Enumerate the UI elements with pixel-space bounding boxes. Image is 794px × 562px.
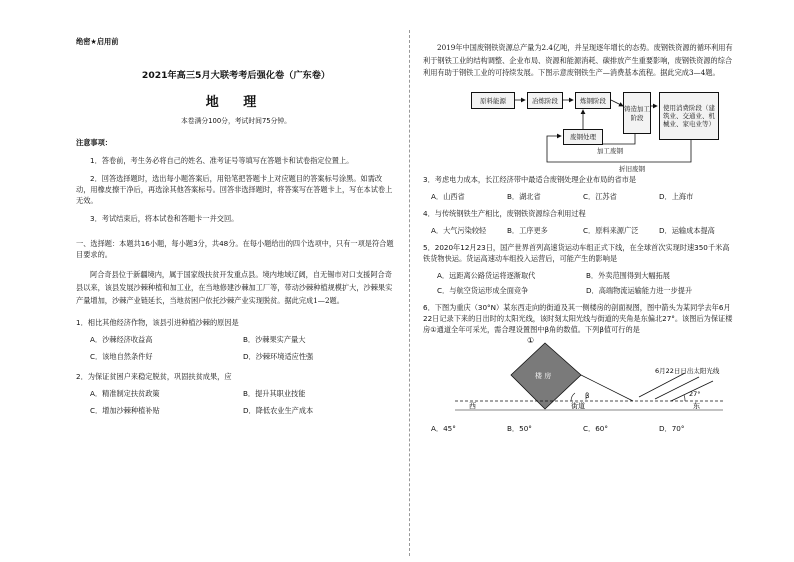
option-b[interactable]: B．50° bbox=[507, 423, 532, 433]
option-b[interactable]: B．工序更多 bbox=[507, 225, 548, 235]
option-d[interactable]: D．沙棘环境适应性强 bbox=[243, 352, 314, 361]
option-b[interactable]: B．外卖范围得到大幅拓展 bbox=[586, 270, 670, 280]
question-1 bbox=[76, 317, 396, 362]
section-one bbox=[76, 238, 396, 416]
column-divider bbox=[409, 30, 410, 556]
option-d[interactable]: D．70° bbox=[659, 423, 685, 433]
option-a[interactable]: A．远距离公路货运将逐渐取代 bbox=[437, 270, 536, 280]
question-2 bbox=[76, 371, 396, 416]
angle-label: 27° bbox=[689, 389, 701, 398]
steel-flow-diagram bbox=[423, 84, 735, 172]
flow-box-smelt: 冶炼阶段 bbox=[527, 92, 563, 109]
question-stem: 6．下图为重庆（30°N）某东西走向的街道及其一侧楼房的剖面视图，图中箭头为某同学去年6月22日记录下来的日出时的太阳光线，该时刻太阳光线与街道的夹角是东偏北27°。该图后为保证楼房①通道全年可采光，需合理设置图中β角的数值。下列β值可行的是 bbox=[423, 302, 733, 334]
question-6-options bbox=[431, 423, 735, 434]
question-stem: 5．2020年12月23日，国产世界首列高速货运动车组正式下线，在全球首次实现时速350千米高铁货物快运。货运高速动车组投入运营后，可能产生的影响是 bbox=[423, 242, 730, 263]
passage-steel: 2019年中国废钢铁资源总产量为2.4亿吨，并呈现逐年增长的态势。废钢铁资源的循环利用有利于钢铁工业的结构调整、企业布局、资源和能源消耗、碳排放产生重要影响，废钢铁资源的综合利用有助于钢铁工业的可持续发展。下图示意废钢铁生产—消费基本流程。据此完成3—4题。 bbox=[423, 43, 733, 77]
question-stem: 1．相比其他经济作物，该县引进种植沙棘的原因是 bbox=[76, 318, 239, 327]
passage-text: 阿合奇县位于新疆境内，属于国家级扶贫开发重点县。境内地域辽阔，自无锡市对口支援阿合奇县以来，该县发展沙棘种植和加工业，在当地修建沙棘加工厂等，带动沙棘种植规模扩大，沙棘果实产量增加，沙棘产业链延长，当地贫困户依托沙棘产业实现脱贫。据此完成1—2题。 bbox=[76, 270, 393, 305]
notes-heading: 注意事项： bbox=[76, 138, 112, 147]
question-3 bbox=[423, 174, 735, 202]
street-label: 街道 bbox=[571, 401, 585, 410]
option-a[interactable]: A．精准制定扶贫政策 bbox=[90, 389, 160, 398]
option-c[interactable]: C．原料来源广泛 bbox=[583, 225, 639, 235]
question-5 bbox=[423, 242, 735, 296]
flow-box-casting: 铸造加工阶段 bbox=[623, 92, 651, 134]
flow-box-scrap: 废钢处理 bbox=[563, 129, 603, 145]
note-item: 2．回答选择题时，选出每小题答案后，用铅笔把答题卡上对应题目的答案标号涂黑。如需改动，用橡皮擦干净后，再选涂其他答案标号。回答非选择题时，将答案写在答题卡上，写在本试卷上无效。 bbox=[76, 174, 393, 205]
option-c[interactable]: C．该地自然条件好 bbox=[90, 352, 153, 361]
option-a[interactable]: A．沙棘经济收益高 bbox=[90, 335, 153, 344]
option-d[interactable]: D．高端物流运输能力进一步提升 bbox=[586, 285, 693, 295]
score-note: 本卷满分100分，考试时间75分钟。 bbox=[181, 117, 291, 125]
right-column bbox=[423, 36, 735, 562]
sun-label: 6月22日日出太阳光线 bbox=[655, 366, 720, 375]
note-item: 3．考试结束后，将本试卷和答题卡一并交回。 bbox=[90, 214, 239, 223]
option-d[interactable]: D．上海市 bbox=[659, 191, 694, 201]
question-6 bbox=[423, 302, 735, 335]
secret-label: 绝密★启用前 bbox=[76, 37, 119, 46]
left-column bbox=[76, 36, 396, 562]
marker-label: ① bbox=[527, 336, 535, 345]
option-c[interactable]: C．增加沙棘种植补贴 bbox=[90, 406, 160, 415]
flow-box-consumption: 使用消费阶段（建筑业、交通业、机械业、家电业等） bbox=[659, 92, 719, 140]
question-4 bbox=[423, 208, 735, 236]
note-item: 1．答卷前，考生务必将自己的姓名、准考证号等填写在答题卡和试卷指定位置上。 bbox=[90, 156, 354, 165]
label-processing-scrap: 加工废钢 bbox=[597, 146, 623, 155]
option-a[interactable]: A．45° bbox=[431, 423, 456, 433]
label-depreciation-scrap: 折旧废钢 bbox=[619, 164, 645, 173]
east-label: 东 bbox=[693, 401, 700, 410]
option-c[interactable]: C．江苏省 bbox=[583, 191, 617, 201]
option-c[interactable]: C．与航空货运形成全面竞争 bbox=[437, 285, 529, 295]
beta-label: β bbox=[585, 391, 590, 400]
option-b[interactable]: B．沙棘果实产量大 bbox=[243, 335, 306, 344]
section-intro: 一、选择题：本题共16小题，每小题3分，共48分。在每小题给出的四个选项中，只有一项是符合题目要求的。 bbox=[76, 239, 394, 259]
notes bbox=[76, 137, 396, 224]
west-label: 西 bbox=[469, 401, 476, 410]
option-c[interactable]: C．60° bbox=[583, 423, 608, 433]
questions-right bbox=[423, 174, 735, 335]
option-b[interactable]: B．提升其职业技能 bbox=[243, 389, 306, 398]
flow-box-raw: 原料能源 bbox=[471, 92, 515, 109]
building-label: 楼 房 bbox=[535, 371, 552, 380]
flow-box-steelmaking: 炼钢阶段 bbox=[575, 92, 611, 109]
question-stem: 2．为保证贫困户来稳定脱贫，巩固扶贫成果，应 bbox=[76, 372, 232, 381]
street-figure bbox=[423, 337, 735, 423]
street-svg bbox=[423, 337, 735, 423]
option-b[interactable]: B．湖北省 bbox=[507, 191, 541, 201]
option-d[interactable]: D．降低农业生产成本 bbox=[243, 406, 314, 415]
question-stem: 4．与传统钢铁生产相比，废钢铁资源综合利用过程 bbox=[423, 208, 586, 218]
option-a[interactable]: A．大气污染较轻 bbox=[431, 225, 487, 235]
exam-title: 2021年高三5月大联考考后强化卷（广东卷） bbox=[141, 70, 331, 81]
option-a[interactable]: A．山西省 bbox=[431, 191, 465, 201]
option-d[interactable]: D．运输成本提高 bbox=[659, 225, 715, 235]
question-stem: 3．考虑电力成本，长江经济带中最适合废钢处理企业布局的省市是 bbox=[423, 174, 637, 184]
subject-title: 地 理 bbox=[205, 95, 267, 110]
